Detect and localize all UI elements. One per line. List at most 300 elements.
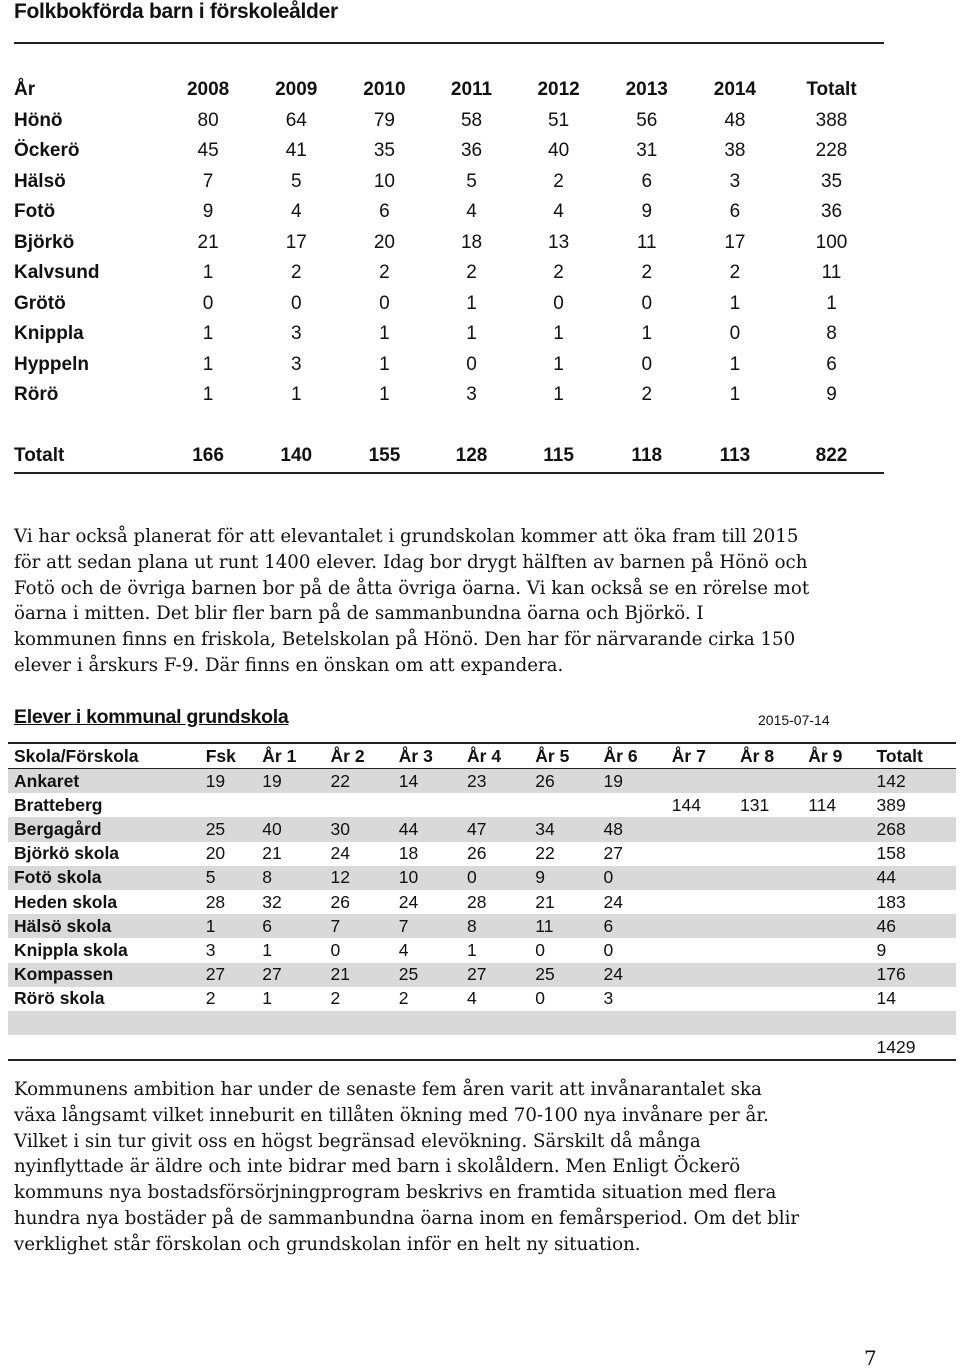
table-row [14, 167, 884, 198]
table-cell: 21 [535, 891, 555, 912]
table-cell: 2 [290, 262, 302, 284]
table-cell: Totalt [871, 743, 956, 769]
table-cell: 9 [826, 384, 837, 406]
table-cell: 2013 [625, 79, 668, 101]
table-cell: 3 [205, 939, 216, 960]
table-cell: 46 [871, 914, 956, 938]
table-cell: 2011 [450, 79, 493, 101]
table-cell [734, 890, 802, 914]
table-cell [461, 1011, 529, 1035]
table-cell: 44 [871, 866, 956, 890]
table-cell: 144 [671, 794, 701, 815]
table-header-row [14, 75, 884, 106]
table-cell: 1 [729, 384, 741, 406]
table-cell: 1 [641, 323, 653, 345]
table-row [14, 380, 884, 411]
table-cell [802, 890, 870, 914]
table-cell: 389 [876, 794, 906, 815]
table-cell: År 4 [461, 743, 529, 769]
table-cell: 40 [548, 140, 570, 162]
table-cell: 2 [729, 262, 741, 284]
table-cell [734, 817, 802, 841]
table-cell: 21 [197, 231, 219, 253]
table-cell: 7 [202, 170, 214, 192]
children-table [14, 75, 884, 474]
table-cell: 1 [202, 353, 214, 375]
table-cell: 113 [691, 441, 779, 473]
table-cell: År 7 [666, 743, 734, 769]
table-cell: 11 [529, 914, 597, 938]
table-cell [200, 793, 257, 817]
school-name: Bratteberg [14, 794, 103, 815]
table-cell: 142 [871, 769, 956, 794]
table-cell: 26 [529, 769, 597, 794]
table-cell: 2 [553, 170, 564, 192]
table-cell: 25 [393, 963, 461, 987]
heading-rule [14, 42, 884, 44]
table-cell [734, 987, 802, 1011]
table-row [8, 987, 956, 1011]
table-total-row [14, 441, 884, 473]
table-cell: 3 [466, 384, 477, 406]
table-cell: 45 [197, 140, 219, 162]
table-cell: 11 [821, 262, 842, 284]
table-cell: År 9 [802, 743, 870, 769]
table-cell: 6 [641, 170, 653, 192]
table-cell [802, 769, 870, 794]
table-cell: 128 [429, 441, 515, 473]
paragraph-line: nyinflyttade är äldre och inte bidrar med barn i skolåldern. Men Enligt Öckerö [14, 1156, 741, 1178]
table-cell [666, 769, 734, 794]
table-header-row [8, 743, 956, 769]
table-cell: 21 [262, 843, 282, 864]
table-cell [256, 1035, 324, 1060]
table-cell: 24 [603, 891, 623, 912]
table-cell: 0 [461, 866, 529, 890]
table-cell: 34 [529, 817, 597, 841]
table-cell: 20 [373, 231, 395, 253]
table-cell: 1 [466, 323, 477, 345]
table-cell: 11 [636, 231, 657, 253]
table-cell [256, 793, 324, 817]
table-cell: 0 [553, 292, 564, 314]
table-cell: 268 [871, 817, 956, 841]
table-cell: 31 [636, 140, 658, 162]
school-name: Ankaret [8, 769, 200, 794]
table-cell: 27 [200, 963, 257, 987]
table-cell [666, 1035, 734, 1060]
table-cell: 7 [325, 914, 393, 938]
table-cell: 6 [729, 201, 741, 223]
table-cell [529, 1011, 597, 1035]
table-cell [734, 914, 802, 938]
row-label: Fotö [14, 201, 56, 223]
table-cell: 47 [461, 817, 529, 841]
table-cell [734, 842, 802, 866]
table-cell: 12 [325, 866, 393, 890]
table-cell: 9 [641, 201, 653, 223]
table-cell: År 5 [529, 743, 597, 769]
table-cell: 100 [815, 231, 848, 253]
table-cell: 79 [373, 109, 395, 131]
table-cell [393, 1035, 461, 1060]
table-cell [802, 987, 870, 1011]
table-cell: 58 [460, 109, 483, 131]
school-name: Rörö skola [14, 988, 105, 1009]
table-cell: 27 [256, 963, 324, 987]
table-row [14, 289, 884, 320]
table-cell: 155 [340, 441, 428, 473]
table-cell [802, 866, 870, 890]
table-cell [666, 987, 734, 1011]
paragraph-line: växa långsamt vilket inneburit en tillåten ökning med 70-100 nya invånare per år. [14, 1104, 769, 1126]
table-cell: 28 [205, 891, 226, 912]
table-row [8, 769, 956, 794]
table-cell: 25 [200, 817, 257, 841]
table-cell: Totalt [806, 79, 857, 101]
table-cell: 17 [285, 231, 307, 253]
table-cell: 7 [393, 914, 461, 938]
table-cell: 2012 [537, 79, 580, 101]
paragraph-line: Kommunens ambition har under de senaste fem åren varit att invånarantalet ska [14, 1079, 762, 1100]
paragraph-line: verklighet står förskolan och grundskolan inför en helt ny situation. [14, 1233, 641, 1255]
table-cell [200, 1035, 257, 1060]
table-cell: 228 [815, 140, 848, 162]
table-cell: 10 [373, 170, 395, 192]
table-cell: 22 [325, 769, 393, 794]
table-cell [598, 1035, 666, 1060]
table-row [8, 866, 956, 890]
table-cell: 2 [205, 988, 216, 1009]
table-cell: 19 [598, 769, 666, 794]
table-cell: 19 [200, 769, 257, 794]
table-cell: 3 [603, 988, 614, 1009]
page-number: 7 [864, 1346, 877, 1370]
table-cell: 14 [876, 988, 896, 1009]
table-row [8, 1011, 956, 1035]
table-cell [871, 1011, 956, 1035]
table-cell: 2 [641, 262, 653, 284]
table-cell: 1 [826, 292, 837, 314]
table-cell [598, 793, 666, 817]
table-cell: 3 [290, 353, 302, 375]
table-cell: 0 [598, 866, 666, 890]
table-cell [802, 1011, 870, 1035]
table-cell: 3 [290, 323, 302, 345]
row-label: Öckerö [14, 140, 80, 162]
table-cell [598, 1011, 666, 1035]
table-cell: 2014 [713, 79, 757, 101]
school-name: Knippla skola [14, 939, 128, 960]
table-cell: 2 [553, 262, 564, 284]
table-cell: 17 [724, 231, 746, 253]
table-cell [529, 1035, 597, 1060]
paragraph-line: Fotö och de övriga barnen bor på de åtta övriga öarna. Vi kan också se en rörelse mot [14, 577, 810, 599]
table-cell: 8 [256, 866, 324, 890]
table-cell: 32 [262, 891, 282, 912]
table-cell: 1 [202, 384, 214, 406]
table-cell: 5 [200, 866, 257, 890]
table-cell: 6 [598, 914, 666, 938]
table-cell: 4 [398, 939, 409, 960]
table-cell: 0 [466, 353, 477, 375]
table-cell: 6 [826, 353, 837, 375]
table-cell: 0 [290, 292, 302, 314]
table-cell [666, 866, 734, 890]
table-cell: 38 [724, 140, 746, 162]
table-cell: 10 [393, 866, 461, 890]
paragraph-line: hundra nya bostäder på de sammanbundna öarna inom en femårsperiod. Om det blir [14, 1207, 800, 1229]
table-row [8, 938, 956, 962]
table-row [14, 197, 884, 228]
table-cell [734, 866, 802, 890]
table-cell [529, 793, 597, 817]
paragraph-line: elever i årskurs F-9. Där finns en önskan om att expandera. [14, 654, 564, 676]
table-cell: 4 [290, 201, 302, 223]
table-cell [325, 1011, 393, 1035]
table-cell: 140 [252, 441, 340, 473]
table-cell [734, 963, 802, 987]
table-row [8, 914, 956, 938]
table-cell: År 6 [598, 743, 666, 769]
table-cell [325, 1035, 393, 1060]
table-cell: 1 [379, 323, 390, 345]
table-cell: 0 [641, 353, 653, 375]
table-cell: 21 [325, 963, 393, 987]
table-cell: 13 [548, 231, 570, 253]
paragraph-line: kommunen finns en friskola, Betelskolan på Hönö. Den har för närvarande cirka 150 [14, 629, 796, 651]
table-cell [734, 938, 802, 962]
spacer-row [14, 411, 884, 441]
table-cell: 1 [379, 384, 390, 406]
page-heading: Folkbokförda barn i förskoleålder [14, 0, 338, 23]
table-cell [666, 963, 734, 987]
table-cell: År 8 [734, 743, 802, 769]
table-cell: 41 [285, 140, 307, 162]
table-cell: 48 [598, 817, 666, 841]
table-cell [666, 938, 734, 962]
table-cell: 2 [466, 262, 477, 284]
school-name: Bergagård [8, 817, 200, 841]
table-cell: 44 [393, 817, 461, 841]
row-label: Björkö [14, 231, 75, 253]
table-cell: 1 [553, 384, 564, 406]
table-cell: År 1 [256, 743, 324, 769]
table-cell: 64 [285, 109, 307, 131]
table-cell: 1 [262, 939, 272, 960]
table-cell: 0 [729, 323, 741, 345]
table-cell: 2 [641, 384, 653, 406]
table-cell: 4 [467, 988, 477, 1009]
table-cell: 9 [202, 201, 214, 223]
table-cell: 2 [398, 988, 409, 1009]
table-cell: 18 [460, 231, 483, 253]
table-cell [461, 793, 529, 817]
table-cell: 18 [398, 843, 419, 864]
row-label: Kalvsund [14, 262, 100, 284]
table-cell: 2008 [186, 79, 230, 101]
table-row [14, 136, 884, 167]
table-cell [393, 793, 461, 817]
table-cell: 14 [393, 769, 461, 794]
table-cell: 9 [876, 939, 887, 960]
table-cell: 1 [200, 914, 257, 938]
school-name [8, 1035, 200, 1060]
table-cell [461, 1035, 529, 1060]
table-cell [734, 1011, 802, 1035]
table-cell: 822 [779, 441, 884, 473]
table-cell [802, 938, 870, 962]
table-cell: 0 [330, 939, 341, 960]
table-cell: 30 [325, 817, 393, 841]
table-cell: 35 [820, 170, 843, 192]
table-cell: 1 [379, 353, 390, 375]
table-cell: 183 [876, 891, 906, 912]
table-row [8, 963, 956, 987]
table-cell: 8 [826, 323, 837, 345]
table-cell [802, 963, 870, 987]
table-cell: 388 [815, 109, 848, 131]
table-cell: 1 [467, 939, 477, 960]
table-row [14, 228, 884, 259]
table-cell [802, 1035, 870, 1060]
table-cell: 1429 [871, 1035, 956, 1060]
table-cell: 118 [603, 441, 691, 473]
section-title: Elever i kommunal grundskola [14, 706, 289, 728]
table-cell: 1 [729, 353, 741, 375]
table-cell: 114 [808, 794, 837, 815]
table-cell: 0 [379, 292, 390, 314]
table-cell: 5 [290, 170, 302, 192]
table-cell: 19 [256, 769, 324, 794]
table-cell: 24 [330, 843, 350, 864]
table-cell: 1 [729, 292, 741, 314]
table-cell: 5 [466, 170, 477, 192]
table-cell: 26 [467, 843, 487, 864]
paragraph-line: för att sedan plana ut runt 1400 elever. Idag bor drygt hälften av barnen på Hönö och [14, 551, 808, 573]
school-name [8, 1011, 200, 1035]
table-cell [734, 1035, 802, 1060]
table-cell: 131 [740, 794, 770, 815]
table-cell: 2 [379, 262, 390, 284]
table-cell: 27 [461, 963, 529, 987]
table-cell: 0 [603, 939, 614, 960]
table-cell: 1 [202, 323, 214, 345]
table-cell: 4 [553, 201, 564, 223]
table-cell: 56 [636, 109, 658, 131]
table-cell: 1 [553, 323, 564, 345]
table-cell [666, 914, 734, 938]
table-row [14, 319, 884, 350]
table-cell: 2010 [363, 79, 406, 101]
paragraph-line: öarna i mitten. Det blir fler barn på de sammanbundna öarna och Björkö. I [14, 603, 704, 625]
table-cell [200, 1011, 257, 1035]
table-cell: 6 [379, 201, 390, 223]
table-cell: 25 [529, 963, 597, 987]
table-cell [734, 769, 802, 794]
table-row [8, 793, 956, 817]
students-table [8, 742, 956, 1061]
table-cell: 26 [330, 891, 350, 912]
table-cell: 0 [535, 988, 545, 1009]
school-name: Skola/Förskola [8, 743, 200, 769]
table-cell: 20 [205, 843, 226, 864]
table-cell: 166 [164, 441, 252, 473]
table-cell: 36 [820, 201, 843, 223]
table-cell: 22 [535, 843, 555, 864]
school-name: Björkö skola [14, 843, 120, 864]
table-cell: 1 [262, 988, 272, 1009]
table-cell: 2 [330, 988, 341, 1009]
table-cell: 27 [603, 843, 623, 864]
table-cell: 9 [529, 866, 597, 890]
table-cell: 2009 [275, 79, 318, 101]
table-row [8, 842, 956, 866]
table-cell: 51 [548, 109, 570, 131]
row-label: Knippla [14, 323, 84, 345]
section-date: 2015-07-14 [758, 712, 830, 728]
table-cell: 1 [202, 262, 214, 284]
table-row [14, 350, 884, 381]
table-cell [393, 1011, 461, 1035]
table-cell: 0 [641, 292, 653, 314]
table-cell: 1 [553, 353, 564, 375]
table-cell: 3 [729, 170, 741, 192]
table-cell: 48 [724, 109, 746, 131]
paragraph-ambition [14, 1077, 894, 1258]
table-cell: 158 [876, 843, 906, 864]
row-label: Rörö [14, 384, 59, 406]
table-cell [325, 793, 393, 817]
table-cell: 40 [256, 817, 324, 841]
table-cell: 23 [461, 769, 529, 794]
school-name: Kompassen [8, 963, 200, 987]
school-name: Fotö skola [8, 866, 200, 890]
table-cell: 6 [256, 914, 324, 938]
table-cell: 4 [466, 201, 477, 223]
row-label: Hyppeln [14, 353, 89, 375]
paragraph-line: kommuns nya bostadsförsörjningprogram beskrivs en framtida situation med flera [14, 1182, 777, 1204]
table-row [14, 106, 884, 137]
paragraph-line: Vilket i sin tur givit oss en högst begränsad elevökning. Särskilt då många [14, 1130, 701, 1152]
table-cell: 35 [373, 140, 395, 162]
table-cell [666, 842, 734, 866]
row-label: Totalt [14, 441, 164, 473]
paragraph-school-growth [14, 524, 894, 679]
table-row [8, 890, 956, 914]
paragraph-line: Vi har också planerat för att elevantalet i grundskolan kommer att öka fram till 2015 [14, 526, 799, 547]
table-cell: 0 [535, 939, 545, 960]
table-cell: 80 [197, 109, 219, 131]
row-label: Grötö [14, 292, 66, 314]
table-cell [802, 842, 870, 866]
table-cell: År 2 [325, 743, 393, 769]
table-cell [666, 890, 734, 914]
table-row [14, 258, 884, 289]
table-cell: 1 [290, 384, 302, 406]
school-name: Hälsö skola [8, 914, 200, 938]
table-cell: 24 [398, 891, 419, 912]
row-label: Hönö [14, 109, 63, 131]
table-cell: År 3 [393, 743, 461, 769]
table-cell: 115 [515, 441, 603, 473]
row-label: År [14, 79, 36, 101]
table-cell: 24 [598, 963, 666, 987]
table-cell: 176 [871, 963, 956, 987]
table-cell: Fsk [200, 743, 257, 769]
table-cell: 0 [202, 292, 214, 314]
table-cell [666, 817, 734, 841]
